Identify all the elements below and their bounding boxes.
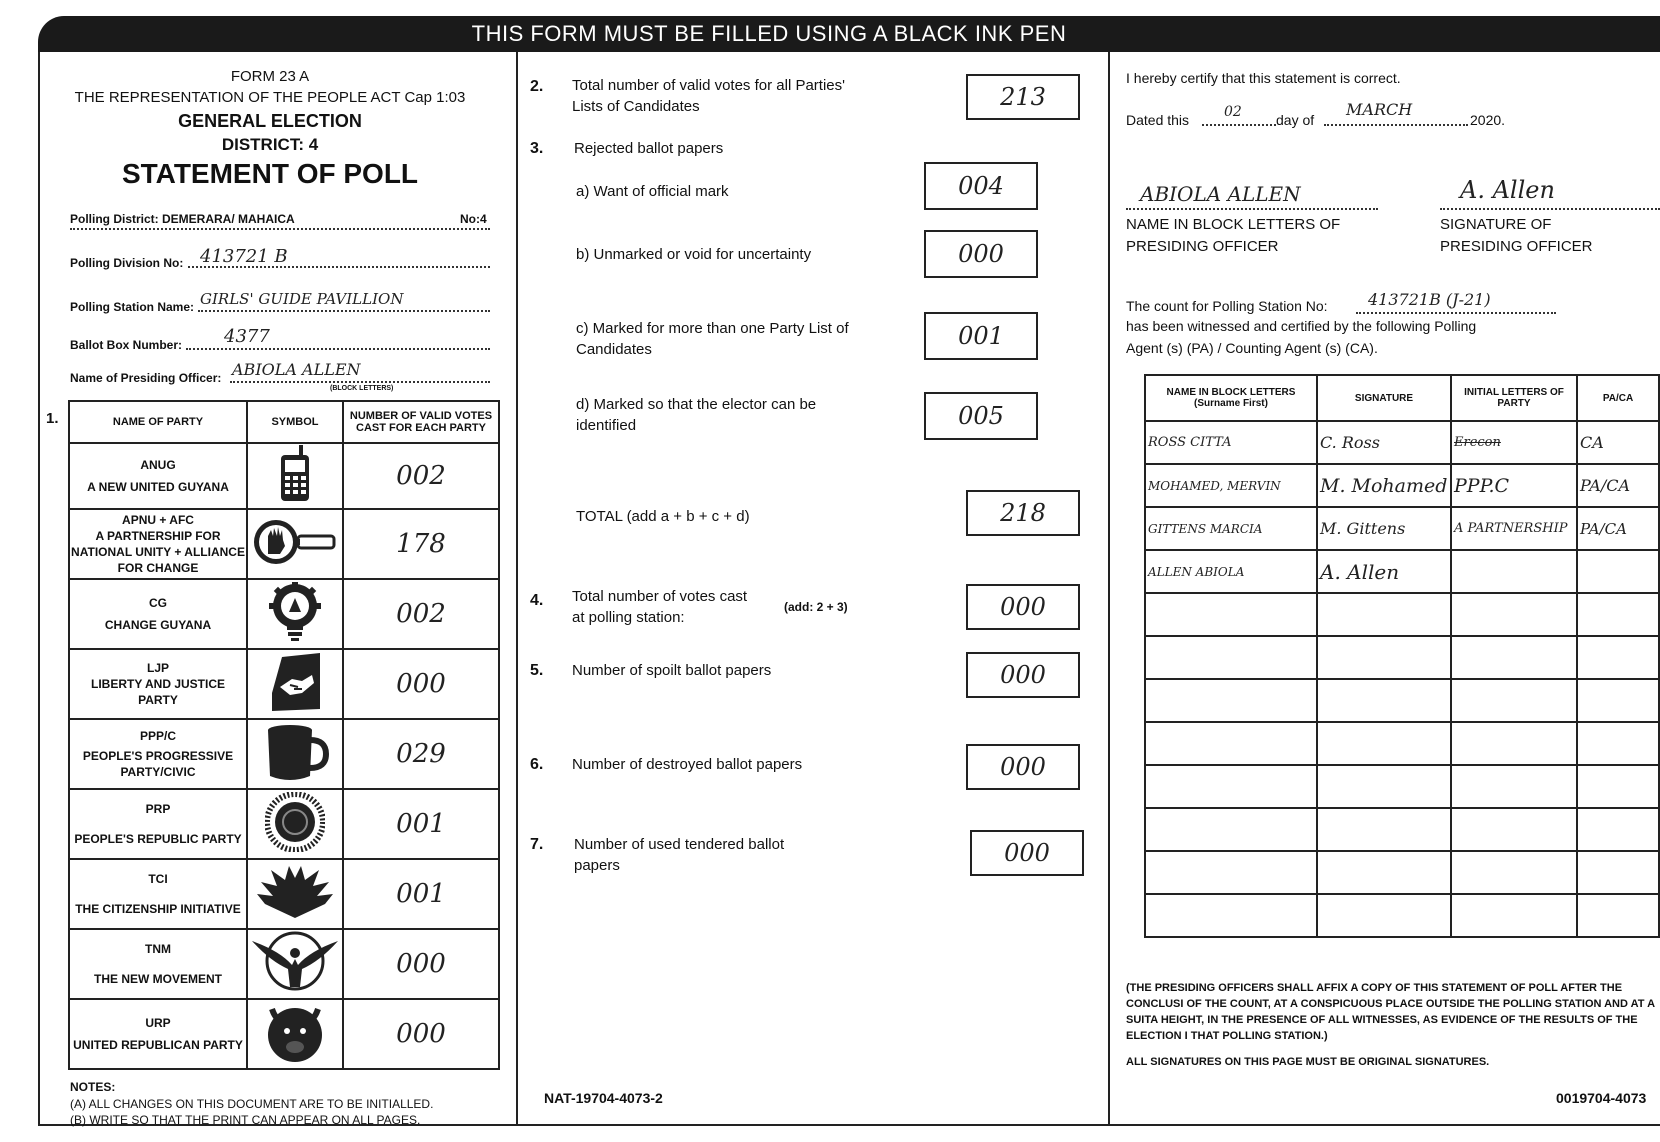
- officer-signature-line: [1440, 208, 1660, 210]
- name-caption-line: NAME IN BLOCK LETTERS OF: [1126, 216, 1341, 233]
- agent-initials: [1451, 550, 1577, 593]
- ballot-box-label: Ballot Box Number:: [70, 338, 183, 352]
- table-row: [1145, 507, 1659, 550]
- divider-left: [516, 52, 518, 1124]
- ballot-box-line: [186, 348, 490, 350]
- notes-title: NOTES:: [70, 1080, 116, 1094]
- q4-hint: (add: 2 + 3): [784, 600, 848, 614]
- total-value: 218: [966, 490, 1080, 536]
- table-row: [69, 859, 499, 929]
- party-votes: 000: [343, 929, 499, 999]
- party-full-name: A PARTNERSHIP FOR NATIONAL UNITY + ALLIANCE FOR CHANGE: [71, 529, 245, 575]
- q2-label: Total number of valid votes for all Parties' Lists of Candidates: [572, 77, 845, 115]
- station-value: GIRLS' GUIDE PAVILLION: [200, 290, 404, 308]
- agent-signature: C. Ross: [1317, 421, 1451, 464]
- banner-text: THIS FORM MUST BE FILLED USING A BLACK INK PEN: [471, 21, 1067, 46]
- table-header-row: [69, 401, 499, 443]
- party-name: [69, 999, 247, 1069]
- original-signatures-note: ALL SIGNATURES ON THIS PAGE MUST BE ORIGINAL SIGNATURES.: [1126, 1056, 1490, 1068]
- signature-caption-line: SIGNATURE OF: [1440, 216, 1552, 233]
- party-votes: 178: [343, 509, 499, 579]
- agent-paca: [1577, 550, 1659, 593]
- party-name: [69, 509, 247, 579]
- agent-paca: CA: [1577, 421, 1659, 464]
- table-row: [69, 509, 499, 579]
- party-abbr: PRP: [145, 802, 171, 816]
- station-label: Polling Station Name:: [70, 300, 195, 314]
- signature-caption: [1440, 214, 1593, 258]
- signature-caption-line: PRESIDING OFFICER: [1440, 238, 1593, 255]
- certification-text: I hereby certify that this statement is correct.: [1126, 70, 1401, 86]
- document-reference: NAT-19704-4073-2: [544, 1090, 663, 1106]
- party-votes: 029: [343, 719, 499, 789]
- ballot-box-value: 4377: [224, 326, 270, 347]
- col-symbol: SYMBOL: [247, 401, 343, 443]
- party-abbr: TCI: [148, 872, 168, 886]
- section-number: 1.: [46, 410, 59, 427]
- note-b: (B) WRITE SO THAT THE PRINT CAN APPEAR ON ALL PAGES.: [70, 1113, 421, 1127]
- q3d-label: d) Marked so that the elector can be identified: [576, 396, 817, 434]
- col-agent-initials: INITIAL LETTERS OF PARTY: [1451, 375, 1577, 421]
- dated-label: Dated this: [1126, 112, 1190, 128]
- table-row: [1145, 722, 1659, 765]
- agent-initials: A PARTNERSHIP: [1451, 507, 1577, 550]
- station-line: [198, 310, 490, 312]
- agent-name: ALLEN ABIOLA: [1145, 550, 1317, 593]
- name-caption-line: PRESIDING OFFICER: [1126, 238, 1279, 255]
- count-label: The count for Polling Station No:: [1126, 298, 1328, 314]
- presiding-officer-name: ABIOLA ALLEN: [1140, 182, 1301, 206]
- party-full-name: CHANGE GUYANA: [104, 618, 212, 632]
- agent-paca: PA/CA: [1577, 464, 1659, 507]
- party-votes: 002: [343, 579, 499, 649]
- party-full-name: THE CITIZENSHIP INITIATIVE: [75, 902, 241, 916]
- agents-table: [1144, 374, 1660, 938]
- party-votes: 000: [343, 999, 499, 1069]
- name-caption: [1126, 214, 1340, 258]
- q4-number: 4.: [530, 592, 544, 609]
- polling-district: Polling District: DEMERARA/ MAHAICA: [70, 212, 295, 226]
- page-title: STATEMENT OF POLL: [121, 158, 419, 189]
- table-row: [1145, 550, 1659, 593]
- total-label: TOTAL (add a + b + c + d): [576, 508, 750, 525]
- form-number: FORM 23 A: [230, 68, 310, 85]
- party-name: [69, 579, 247, 649]
- table-row: [69, 719, 499, 789]
- q5-label: Number of spoilt ballot papers: [572, 662, 772, 679]
- table-header-row: [1145, 375, 1659, 421]
- q7-label: Number of used tendered ballot papers: [574, 836, 785, 874]
- q4-label: Total number of votes cast at polling station:: [572, 588, 748, 626]
- agent-initials: Erecon: [1451, 421, 1577, 464]
- eagle-icon: [247, 929, 343, 999]
- hand-key-icon: [247, 509, 343, 579]
- block-letters-note: (BLOCK LETTERS): [330, 385, 394, 392]
- table-row: [69, 999, 499, 1069]
- agent-name: MOHAMED, MERVIN: [1145, 464, 1317, 507]
- divider-line: [70, 228, 490, 230]
- note-a: (A) ALL CHANGES ON THIS DOCUMENT ARE TO BE INITIALLED.: [70, 1097, 434, 1111]
- officer-line: [230, 381, 490, 383]
- day-of-label: day of: [1276, 112, 1315, 128]
- table-row: [69, 443, 499, 509]
- party-abbr: PPP/C: [139, 729, 176, 743]
- q3d-value: 005: [924, 392, 1038, 440]
- table-row: [1145, 851, 1659, 894]
- form-banner: [38, 16, 1660, 52]
- q6-number: 6.: [530, 756, 544, 773]
- q5-value: 000: [966, 652, 1080, 698]
- q7-number: 7.: [530, 836, 544, 853]
- agent-name: GITTENS MARCIA: [1145, 507, 1317, 550]
- officer-value: ABIOLA ALLEN: [232, 360, 361, 379]
- agent-signature: A. Allen: [1317, 550, 1451, 593]
- officer-name-line: [1126, 208, 1378, 210]
- cellphone-icon: [247, 443, 343, 509]
- party-name: [69, 443, 247, 509]
- party-full-name: A NEW UNITED GUYANA: [87, 480, 229, 494]
- table-row: [1145, 636, 1659, 679]
- q6-label: Number of destroyed ballot papers: [572, 756, 803, 773]
- bull-icon: [247, 999, 343, 1069]
- q3b-value: 000: [924, 230, 1038, 278]
- q3a-label: a) Want of official mark: [576, 183, 729, 200]
- q5-number: 5.: [530, 662, 544, 679]
- count-line: [1356, 312, 1556, 314]
- polling-district-no: No:4: [460, 212, 487, 226]
- party-name: [69, 859, 247, 929]
- q3-label: Rejected ballot papers: [574, 140, 724, 157]
- party-abbr: APNU + AFC: [122, 513, 194, 527]
- table-row: [1145, 679, 1659, 722]
- party-votes: 000: [343, 649, 499, 719]
- party-votes: 001: [343, 859, 499, 929]
- col-agent-paca: PA/CA: [1577, 375, 1659, 421]
- q3c-label: c) Marked for more than one Party List of Candidates: [576, 320, 849, 358]
- agent-initials: PPP.C: [1451, 464, 1577, 507]
- plant-icon: [247, 859, 343, 929]
- presiding-officer-signature: A. Allen: [1460, 176, 1555, 204]
- divider-right: [1108, 52, 1110, 1124]
- q6-value: 000: [966, 744, 1080, 790]
- party-full-name: LIBERTY AND JUSTICE PARTY: [90, 677, 225, 707]
- sun-icon: [247, 789, 343, 859]
- col-party: NAME OF PARTY: [69, 401, 247, 443]
- q3b-label: b) Unmarked or void for uncertainty: [576, 246, 812, 263]
- frame-left: [38, 52, 40, 1126]
- table-row: [69, 789, 499, 859]
- col-agent-signature: SIGNATURE: [1317, 375, 1451, 421]
- dated-day: 02: [1224, 104, 1242, 120]
- district-title: DISTRICT: 4: [221, 135, 319, 154]
- table-row: [1145, 421, 1659, 464]
- act-title: THE REPRESENTATION OF THE PEOPLE ACT Cap 1:03: [74, 89, 466, 106]
- lightbulb-gear-icon: [247, 579, 343, 649]
- party-abbr: TNM: [145, 942, 171, 956]
- posting-notice: (THE PRESIDING OFFICERS SHALL AFFIX A COPY OF THIS STATEMENT OF POLL AFTER THE CONCLUSI OF THE COUNT, AT A CONSPICUOUS PLACE OUTSIDE THE POLLING STATION AND AT A SUITA HEIGHT, IN THE PRESENCE OF ALL WITNESSES, AS EVIDENCE OF THE RESULTS OF THE ELECTION I THAT POLLING STATION.): [1126, 982, 1655, 1042]
- table-row: [69, 579, 499, 649]
- party-votes: 002: [343, 443, 499, 509]
- q3-number: 3.: [530, 140, 544, 157]
- party-name: [69, 789, 247, 859]
- witness-line: has been witnessed and certified by the following Polling: [1126, 318, 1477, 334]
- q3a-value: 004: [924, 162, 1038, 210]
- table-row: [1145, 464, 1659, 507]
- day-line: [1202, 124, 1276, 126]
- cup-icon: [247, 719, 343, 789]
- party-name: [69, 649, 247, 719]
- agent-name: ROSS CITTA: [1145, 421, 1317, 464]
- party-abbr: URP: [145, 1016, 171, 1030]
- q3c-value: 001: [924, 312, 1038, 360]
- party-full-name: UNITED REPUBLICAN PARTY: [73, 1038, 243, 1052]
- q7-value: 000: [970, 830, 1084, 876]
- agent-paca: PA/CA: [1577, 507, 1659, 550]
- dated-year: 2020.: [1470, 112, 1506, 128]
- table-row: [1145, 894, 1659, 937]
- party-votes-table: [68, 400, 500, 1070]
- party-votes: 001: [343, 789, 499, 859]
- q2-number: 2.: [530, 78, 544, 95]
- party-name: [69, 719, 247, 789]
- dated-month: MARCH: [1346, 100, 1413, 119]
- officer-label: Name of Presiding Officer:: [70, 371, 222, 385]
- party-abbr: ANUG: [140, 458, 176, 472]
- agent-signature: M. Gittens: [1317, 507, 1451, 550]
- party-full-name: PEOPLE'S PROGRESSIVE PARTY/CIVIC: [82, 749, 234, 779]
- agent-signature: M. Mohamed: [1317, 464, 1451, 507]
- handshake-icon: [247, 649, 343, 719]
- party-abbr: CG: [149, 596, 167, 610]
- col-votes: NUMBER OF VALID VOTES CAST FOR EACH PARTY: [343, 401, 499, 443]
- party-abbr: LJP: [146, 661, 169, 675]
- count-station: 413721B (J-21): [1368, 290, 1491, 309]
- party-name: [69, 929, 247, 999]
- table-row: [1145, 593, 1659, 636]
- party-full-name: PEOPLE'S REPUBLIC PARTY: [74, 832, 242, 846]
- witness-line: Agent (s) (PA) / Counting Agent (s) (CA).: [1126, 340, 1378, 356]
- party-full-name: THE NEW MOVEMENT: [94, 972, 222, 986]
- col-agent-name: NAME IN BLOCK LETTERS (Surname First): [1145, 375, 1317, 421]
- table-row: [69, 649, 499, 719]
- table-row: [69, 929, 499, 999]
- division-value: 413721 B: [200, 246, 288, 267]
- q2-value: 213: [966, 74, 1080, 120]
- election-title: GENERAL ELECTION: [178, 111, 362, 131]
- q4-value: 000: [966, 584, 1080, 630]
- table-row: [1145, 765, 1659, 808]
- table-row: [1145, 808, 1659, 851]
- serial-number: 0019704-4073: [1556, 1090, 1647, 1106]
- month-line: [1324, 124, 1468, 126]
- division-label: Polling Division No:: [70, 256, 184, 270]
